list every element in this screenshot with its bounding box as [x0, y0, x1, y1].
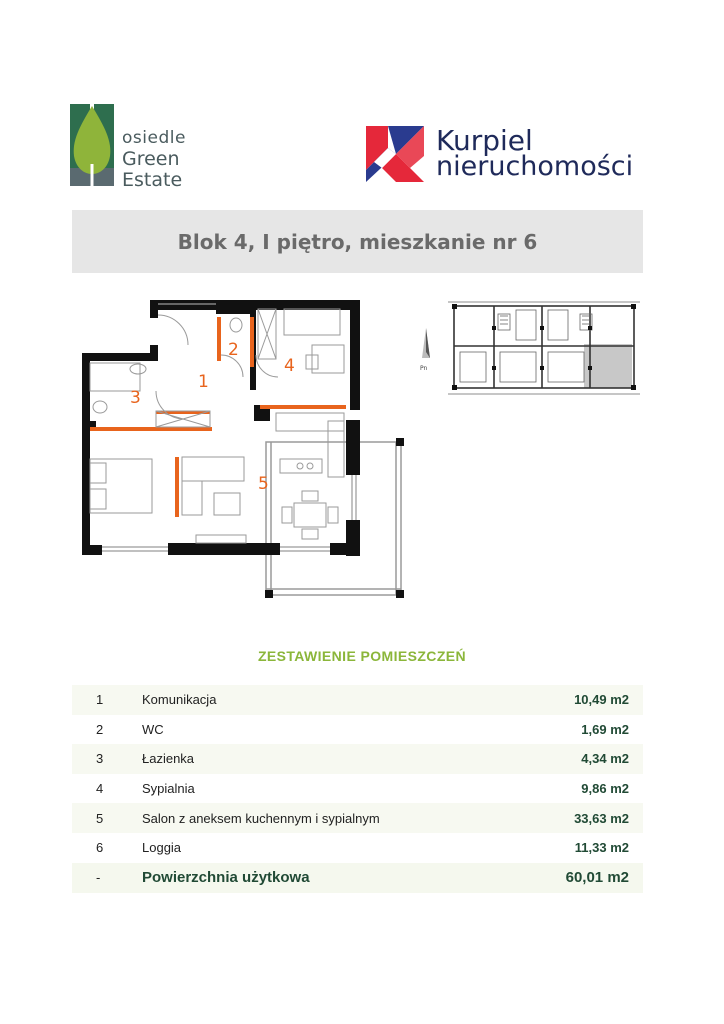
leaf-drop-icon: [70, 104, 114, 186]
partition-walls: [90, 317, 346, 517]
page-title: Blok 4, I piętro, mieszkanie nr 6: [177, 229, 538, 254]
table-row: [72, 744, 643, 774]
room-name: WC: [142, 721, 164, 737]
table-total-row: [72, 863, 643, 893]
table-row: [72, 774, 643, 804]
table-row: [72, 715, 643, 745]
logo-text-green: Green: [122, 148, 180, 170]
room-name: Salon z aneksem kuchennym i sypialnym: [142, 810, 380, 826]
kurpiel-mark-icon: [366, 126, 424, 182]
room-number: 1: [96, 692, 104, 708]
loggia-outline: [266, 442, 401, 595]
room-number: 2: [96, 721, 104, 737]
loggia-post: [265, 590, 273, 598]
room-area: 9,86 m2: [581, 781, 629, 797]
table-row: [72, 685, 643, 715]
room-name: Łazienka: [142, 751, 195, 767]
site-plan: [412, 296, 644, 400]
room-area: 1,69 m2: [581, 721, 629, 737]
floor-plan: [76, 295, 416, 605]
kurpiel-logo: [366, 126, 646, 186]
room-number-5: 5: [258, 474, 269, 494]
loggia-post: [396, 590, 404, 598]
compass-icon: [422, 328, 430, 358]
room-number: 6: [96, 840, 104, 856]
room-number: 3: [96, 751, 104, 767]
logo-text-estate: Estate: [122, 169, 183, 191]
room-area: 33,63 m2: [574, 810, 629, 826]
logo-text-osiedle: osiedle: [122, 128, 186, 148]
table-row: [72, 833, 643, 863]
room-area: 10,49 m2: [574, 692, 629, 708]
room-name: Komunikacja: [142, 692, 217, 708]
inner-walls: [90, 300, 270, 429]
logo-text-kurpiel: Kurpiel: [436, 124, 533, 157]
table-row: [72, 803, 643, 833]
compass-label: Pn: [420, 365, 428, 372]
room-number: 4: [96, 781, 104, 797]
rooms-table-title: ZESTAWIENIE POMIESZCZEŃ: [257, 648, 467, 664]
room-name: Sypialnia: [142, 781, 195, 797]
room-area: 11,33 m2: [574, 840, 629, 856]
room-number: 5: [96, 810, 104, 826]
room-number-3: 3: [130, 388, 141, 408]
title-band: [72, 210, 643, 273]
total-area: 60,01 m2: [565, 869, 629, 887]
green-estate-logo: [70, 104, 200, 191]
room-area: 4,34 m2: [581, 751, 629, 767]
loggia-post: [396, 438, 404, 446]
logo-text-nieruchomosci: nieruchomości: [436, 151, 634, 182]
room-number-4: 4: [284, 356, 295, 376]
room-number-1: 1: [198, 372, 209, 392]
total-marker: -: [96, 870, 101, 886]
rooms-table: [72, 685, 643, 893]
total-label: Powierzchnia użytkowa: [142, 869, 310, 887]
room-number-2: 2: [228, 340, 239, 360]
room-name: Loggia: [142, 840, 182, 856]
